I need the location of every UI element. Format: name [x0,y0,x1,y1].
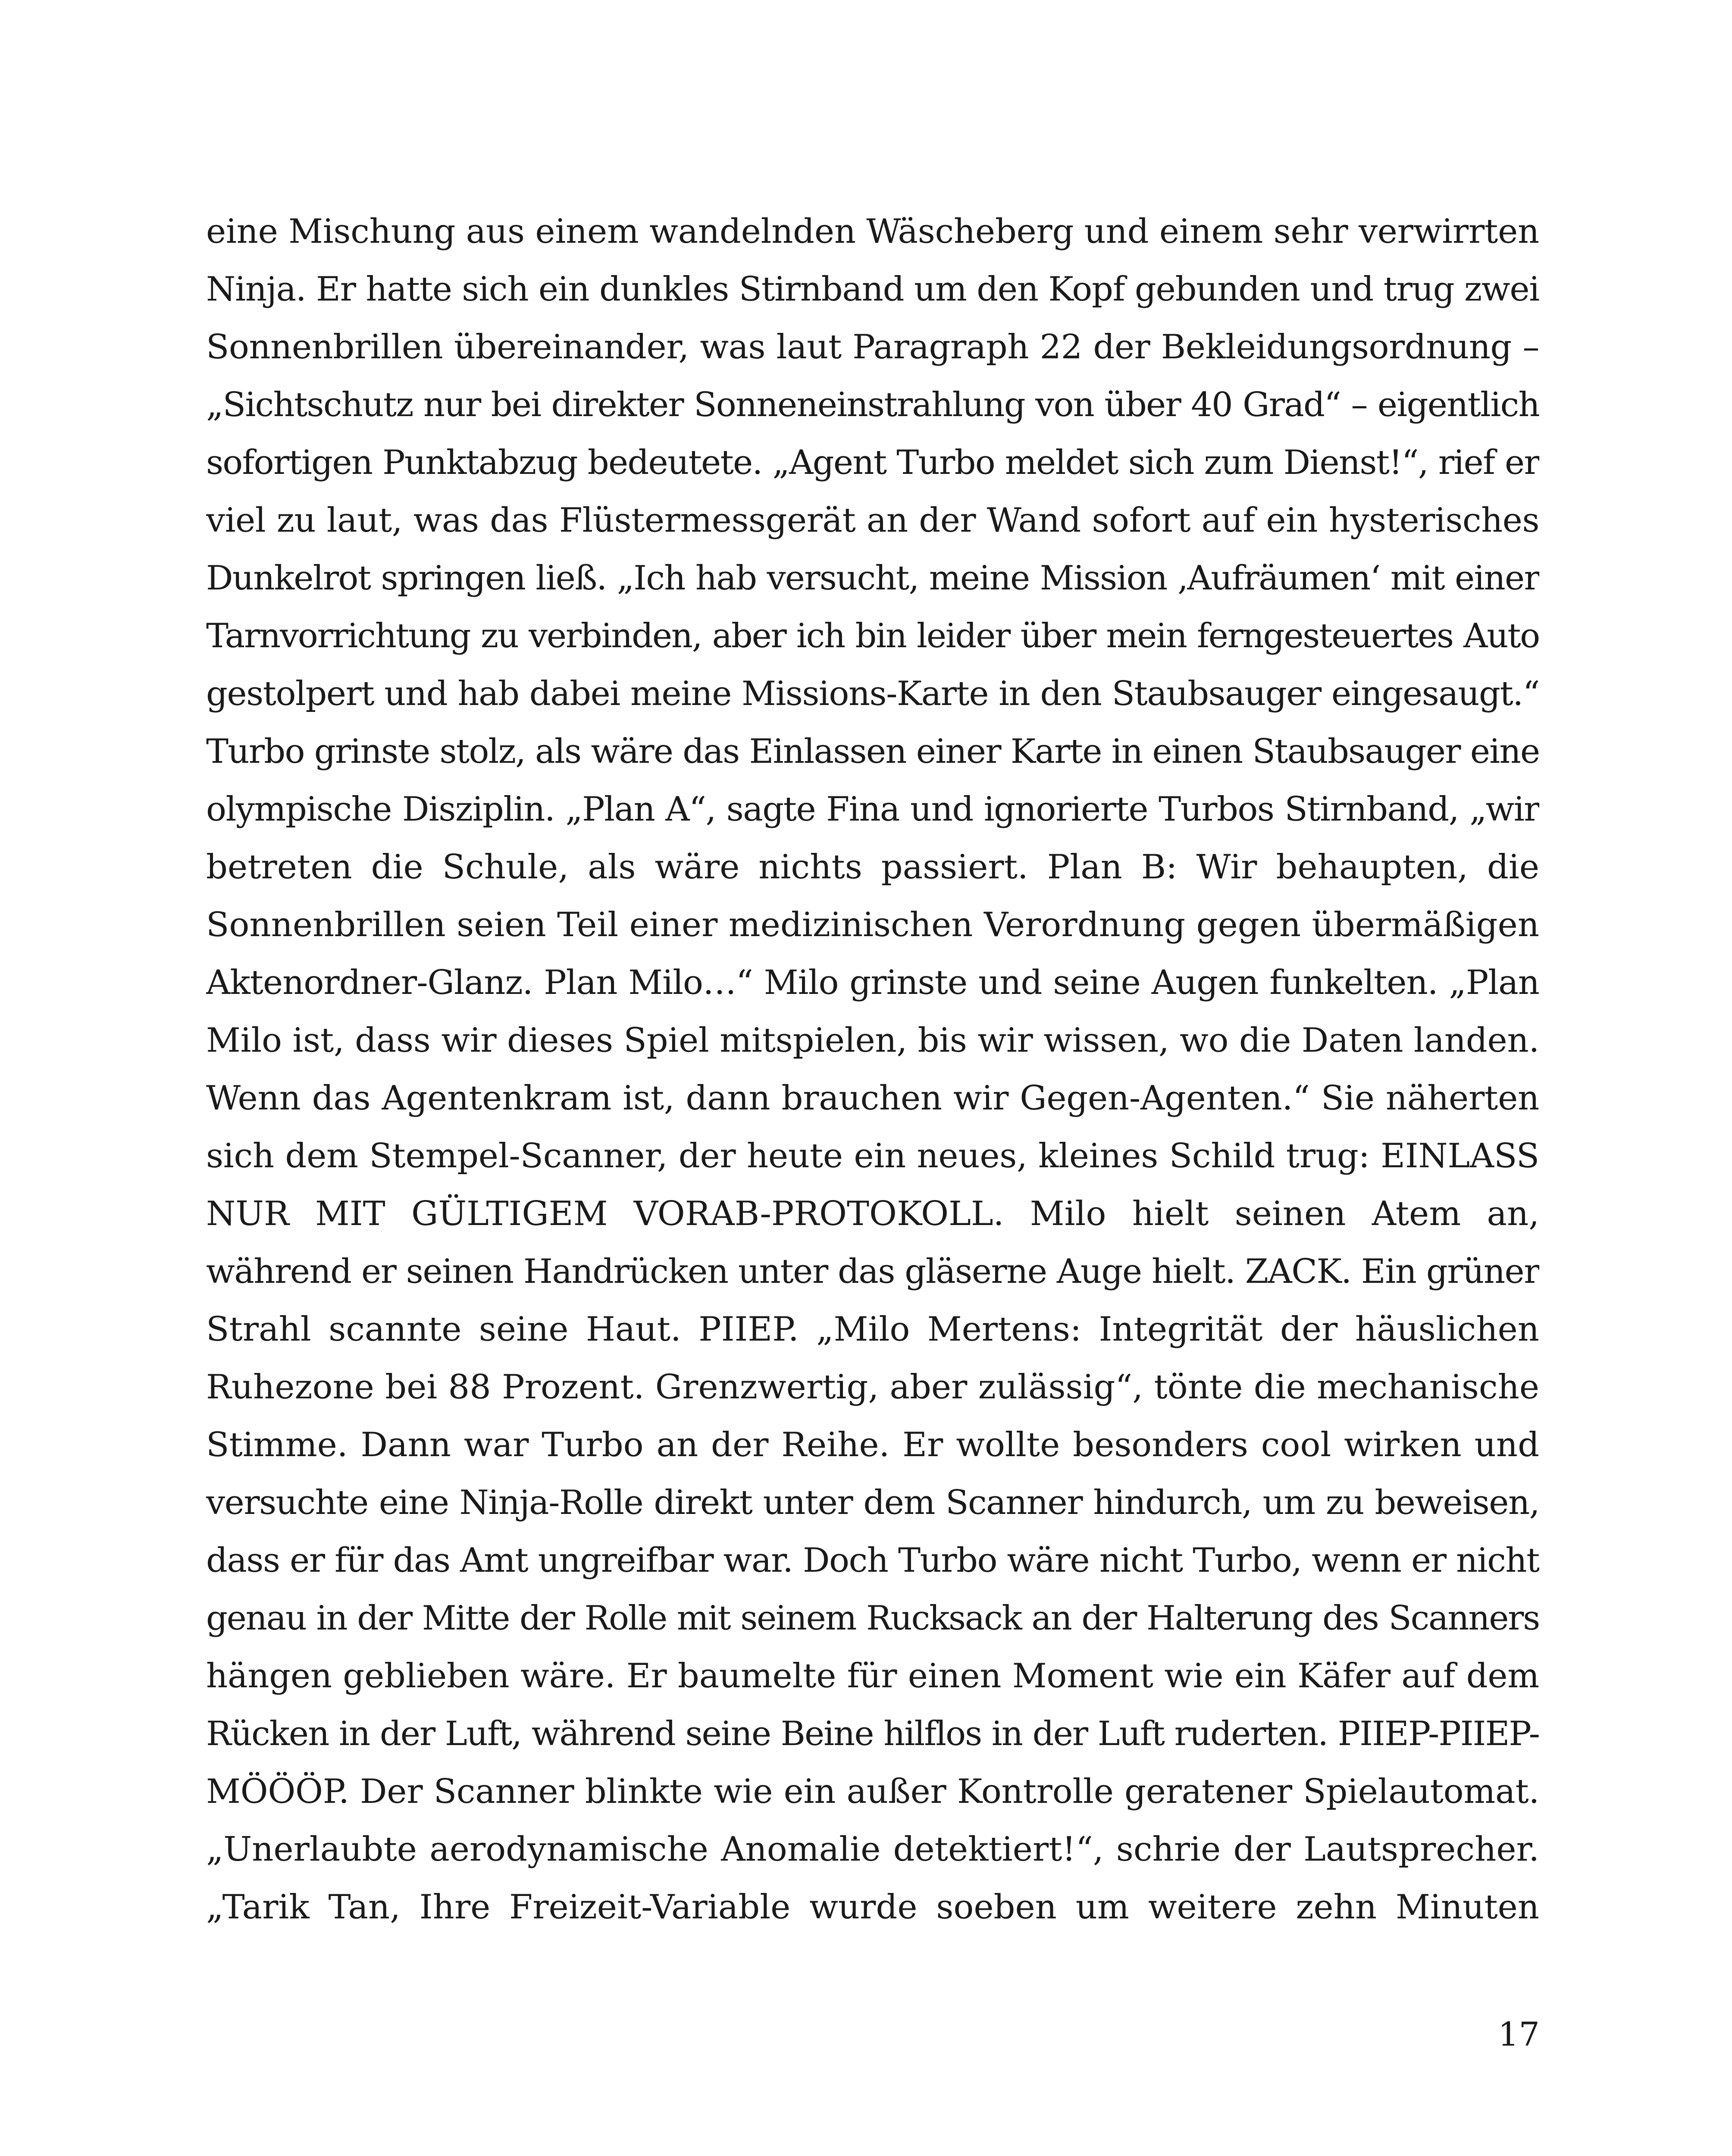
text-line: Turbo grinste stolz, als wäre das Einlassen einer Karte in einen Staubsauger eine [206,732,1539,771]
text-line: Stimme. Dann war Turbo an der Reihe. Er wollte besonders cool wirken und [206,1426,1539,1464]
text-line: dass er für das Amt ungreifbar war. Doch Turbo wäre nicht Turbo, wenn er nicht [206,1541,1539,1580]
text-line: viel zu laut, was das Flüstermessgerät an der Wand sofort auf ein hysterisches [206,501,1539,540]
text-line: sich dem Stempel-Scanner, der heute ein neues, kleines Schild trug: EINLASS [206,1137,1539,1175]
text-line: Tarnvorrichtung zu verbinden, aber ich bin leider über mein ferngesteuertes Auto [206,617,1539,655]
text-line: MÖÖÖP. Der Scanner blinkte wie ein außer Kontrolle geratener Spielautomat. [206,1772,1539,1811]
text-line: Aktenordner-Glanz. Plan Milo…“ Milo grinste und seine Augen funkelten. „Plan [206,963,1539,1002]
text-line: Ninja. Er hatte sich ein dunkles Stirnband um den Kopf gebunden und trug zwei [206,270,1539,309]
text-line: während er seinen Handrücken unter das gläserne Auge hielt. ZACK. Ein grüner [206,1252,1539,1291]
text-line: „Tarik Tan, Ihre Freizeit-Variable wurde soeben um weitere zehn Minuten [206,1888,1539,1927]
text-line: genau in der Mitte der Rolle mit seinem Rucksack an der Halterung des Scanners [206,1599,1539,1638]
text-line: Rücken in der Luft, während seine Beine hilflos in der Luft ruderten. PIIEP-PIIEP- [206,1714,1539,1753]
text-line: sofortigen Punktabzug bedeutete. „Agent Turbo meldet sich zum Dienst!“, rief er [206,443,1539,482]
text-line: „Sichtschutz nur bei direkter Sonneneinstrahlung von über 40 Grad“ – eigentlich [206,385,1539,424]
text-line: Ruhezone bei 88 Prozent. Grenzwertig, aber zulässig“, tönte die mechanische [206,1368,1539,1407]
body-text [206,203,1539,1936]
text-line: Milo ist, dass wir dieses Spiel mitspielen, bis wir wissen, wo die Daten landen. [206,1021,1539,1060]
page-number: 17 [1498,2015,1540,2053]
text-line: NUR MIT GÜLTIGEM VORAB-PROTOKOLL. Milo hielt seinen Atem an, [206,1194,1539,1233]
text-line: olympische Disziplin. „Plan A“, sagte Fina und ignorierte Turbos Stirnband, „wir [206,790,1539,829]
text-line: gestolpert und hab dabei meine Missions-Karte in den Staubsauger eingesaugt.“ [206,674,1539,713]
text-line: Strahl scannte seine Haut. PIIEP. „Milo Mertens: Integrität der häuslichen [206,1310,1539,1349]
text-line: hängen geblieben wäre. Er baumelte für einen Moment wie ein Käfer auf dem [206,1657,1539,1695]
text-line: versuchte eine Ninja-Rolle direkt unter dem Scanner hindurch, um zu beweisen, [206,1483,1539,1522]
text-line: eine Mischung aus einem wandelnden Wäscheberg und einem sehr verwirrten [206,212,1539,251]
text-line: „Unerlaubte aerodynamische Anomalie detektiert!“, schrie der Lautsprecher. [206,1830,1539,1869]
text-line: Sonnenbrillen übereinander, was laut Paragraph 22 der Bekleidungsordnung – [206,328,1539,367]
text-line: Sonnenbrillen seien Teil einer medizinischen Verordnung gegen übermäßigen [206,906,1539,944]
text-line: Dunkelrot springen ließ. „Ich hab versucht, meine Mission ‚Aufräumen‘ mit einer [206,559,1539,598]
text-line: betreten die Schule, als wäre nichts passiert. Plan B: Wir behaupten, die [206,848,1539,887]
text-line: Wenn das Agentenkram ist, dann brauchen wir Gegen-Agenten.“ Sie näherten [206,1079,1539,1118]
